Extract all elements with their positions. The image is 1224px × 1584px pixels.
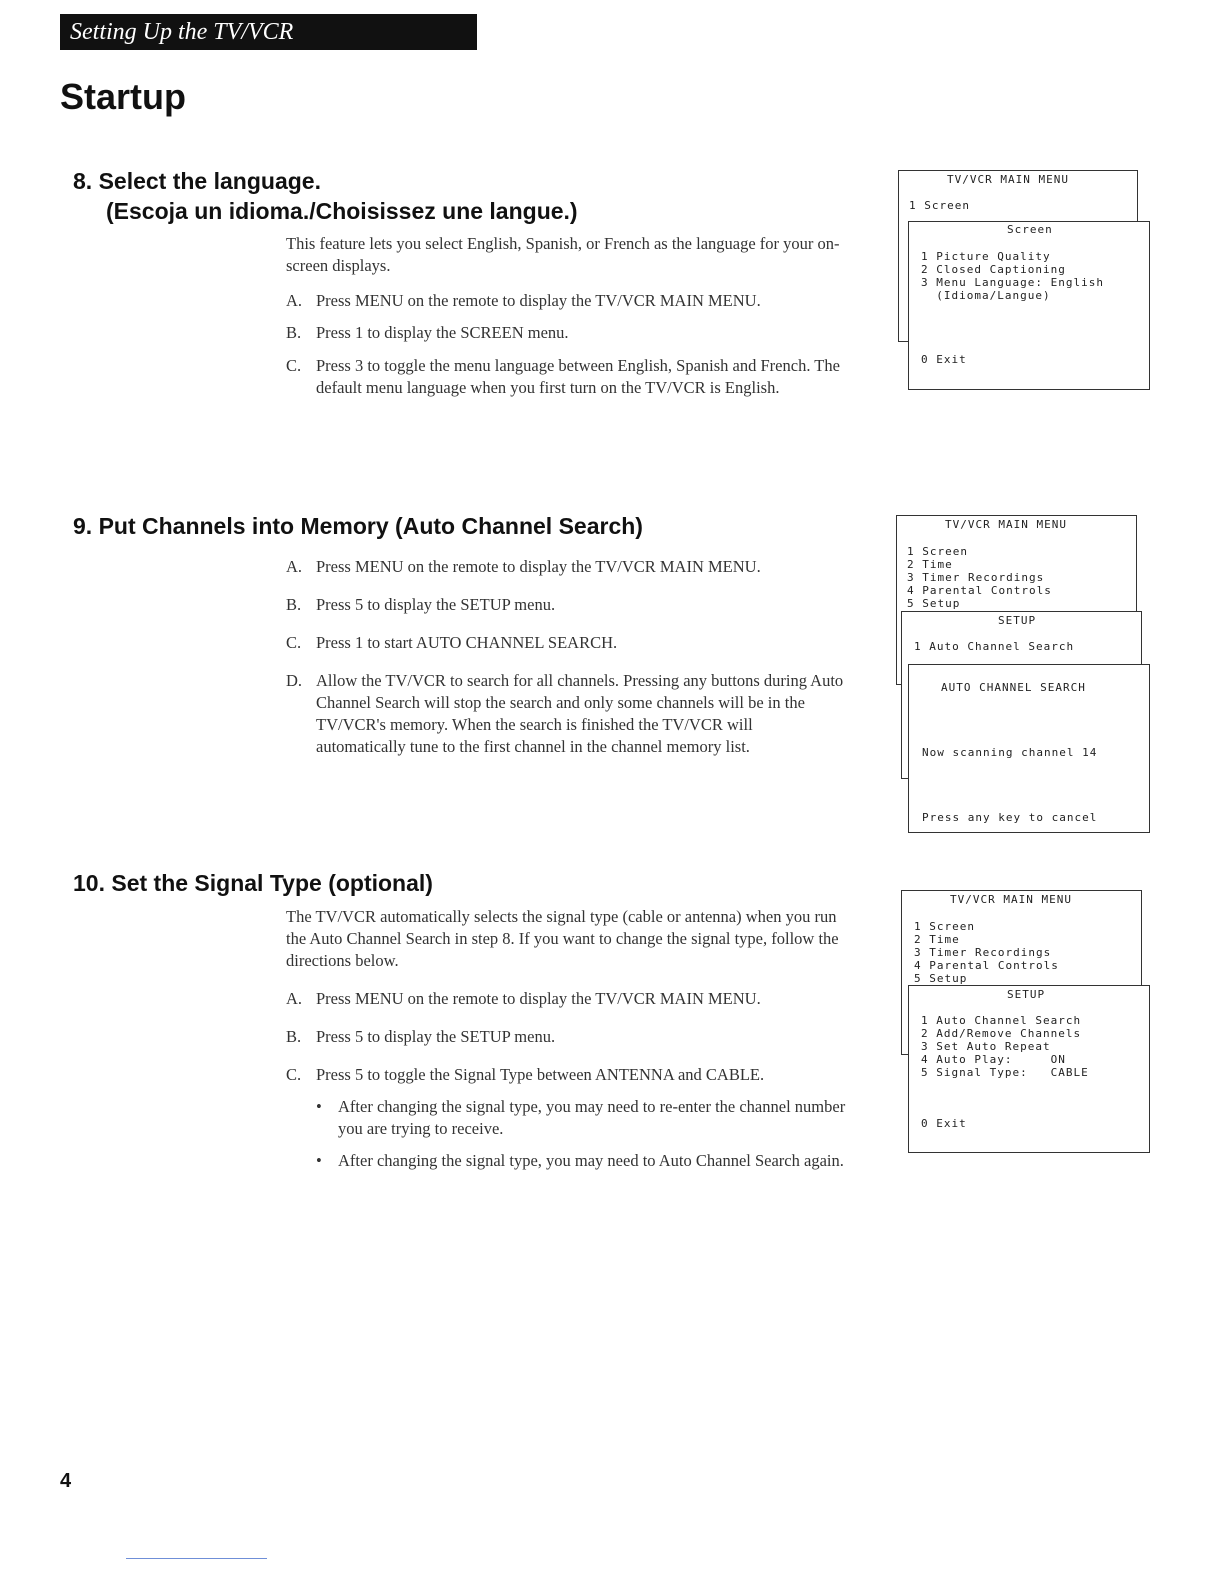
menu-item: 4 Auto Play: ON [921, 1053, 1066, 1066]
section10-step-c: C. Press 5 to toggle the Signal Type between ANTENNA and CABLE. [286, 1065, 765, 1084]
menu-item: 4 Parental Controls [914, 959, 1059, 972]
section9-step-a: A. Press MENU on the remote to display the TV/VCR MAIN MENU. [286, 557, 761, 576]
menu-item: (Idioma/Langue) [921, 289, 1051, 302]
section8-heading: 8. Select the language. [73, 168, 321, 194]
screen9-auto-search [908, 664, 1150, 833]
screen-title: TV/VCR MAIN MENU [950, 893, 1072, 906]
search-cancel-hint: Press any key to cancel [922, 811, 1098, 824]
menu-item: 1 Screen [914, 920, 975, 933]
menu-item: 3 Menu Language: English [921, 276, 1104, 289]
menu-item: 2 Time [907, 558, 953, 571]
menu-item: 2 Closed Captioning [921, 263, 1066, 276]
screen-title: TV/VCR MAIN MENU [945, 518, 1067, 531]
section10-step-a: A. Press MENU on the remote to display the TV/VCR MAIN MENU. [286, 989, 761, 1008]
section10-step-b: B. Press 5 to display the SETUP menu. [286, 1027, 556, 1046]
menu-item: 5 Signal Type: CABLE [921, 1066, 1089, 1079]
menu-item: 1 Auto Channel Search [921, 1014, 1082, 1027]
menu-item: 3 Timer Recordings [907, 571, 1045, 584]
section10-bullet-1: • After changing the signal type, you may need to re-enter the channel number you are trying to receive. [316, 1097, 846, 1138]
section9-step-b: B. Press 5 to display the SETUP menu. [286, 595, 556, 614]
page-number: 4 [60, 1470, 72, 1492]
menu-item: 2 Add/Remove Channels [921, 1027, 1082, 1040]
screen-title: SETUP [998, 614, 1037, 627]
screen8-screen-menu [908, 221, 1150, 390]
menu-item: 3 Timer Recordings [914, 946, 1052, 959]
section-label: Setting Up the TV/VCR [70, 19, 294, 45]
menu-item: 5 Setup [914, 972, 968, 985]
menu-item: 5 Setup [907, 597, 961, 610]
menu-item: 1 Picture Quality [921, 250, 1051, 263]
section10-heading: 10. Set the Signal Type (optional) [73, 870, 433, 896]
section8-step-c: C. Press 3 to toggle the menu language between English, Spanish and French. The default menu language when you first turn on the TV/VCR is English. [286, 356, 840, 397]
search-status: Now scanning channel 14 [922, 746, 1098, 759]
section9-step-d: D. Allow the TV/VCR to search for all channels. Pressing any buttons during Auto Channel Search will stop the search and only some channels will be in the TV/VCR's memory. When the search is finished the TV/VCR will automatically tune to the first channel in the channel memory list. [286, 671, 844, 756]
menu-exit: 0 Exit [921, 353, 967, 366]
screen-title: Screen [1007, 223, 1053, 236]
screen-title: TV/VCR MAIN MENU [947, 173, 1069, 186]
menu-item: 4 Parental Controls [907, 584, 1052, 597]
screen-title: AUTO CHANNEL SEARCH [941, 681, 1086, 694]
section8-subheading: (Escoja un idioma./Choisissez une langue.) [106, 198, 578, 224]
menu-item: 1 Screen [909, 199, 970, 212]
section8-step-b: B. Press 1 to display the SCREEN menu. [286, 323, 569, 342]
screen10-setup-menu [908, 985, 1150, 1153]
section10-intro: The TV/VCR automatically selects the signal type (cable or antenna) when you run the Auto Channel Search in step 8. If you want to change the signal type, follow the directions below. [286, 907, 839, 970]
section-banner [60, 14, 477, 50]
menu-item: 1 Auto Channel Search [914, 640, 1075, 653]
section8-intro: This feature lets you select English, Spanish, or French as the language for your on-screen displays. [286, 234, 840, 275]
menu-exit: 0 Exit [921, 1117, 967, 1130]
section10-bullet-2: • After changing the signal type, you may need to Auto Channel Search again. [316, 1151, 844, 1170]
page-title: Startup [60, 76, 186, 117]
screen-title: SETUP [1007, 988, 1046, 1001]
menu-item: 2 Time [914, 933, 960, 946]
section9-step-c: C. Press 1 to start AUTO CHANNEL SEARCH. [286, 633, 618, 652]
menu-item: 1 Screen [907, 545, 968, 558]
menu-item: 3 Set Auto Repeat [921, 1040, 1051, 1053]
footer-rule [126, 1558, 267, 1559]
section9-heading: 9. Put Channels into Memory (Auto Channel Search) [73, 513, 643, 539]
section8-step-a: A. Press MENU on the remote to display the TV/VCR MAIN MENU. [286, 291, 761, 310]
